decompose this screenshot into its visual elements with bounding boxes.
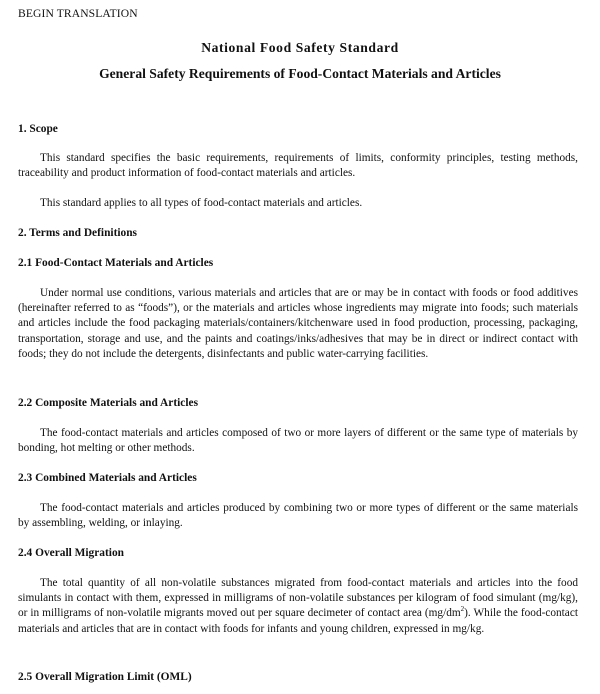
- paragraph-2-4-text-b: ). While the food-contact materials and articles that are in contact with foods for infants and young children, expressed in mg/kg.: [18, 607, 578, 635]
- section-heading-2-1: 2.1 Food-Contact Materials and Articles: [18, 257, 214, 269]
- paragraph-2-4-text-a: The total quantity of all non-volatile substances migrated from food-contact materials and articles into the food simulants in contact with them, expressed in milligrams of non-volatile substances per kilogram of food simulant (mg/kg), or in milligrams of non-volatile migrants moved out per square decimeter of contact area (mg/dm: [18, 577, 578, 620]
- section-heading-scope: 1. Scope: [18, 123, 58, 135]
- squared-superscript: 2: [460, 605, 465, 614]
- section-heading-2-3: 2.3 Combined Materials and Articles: [18, 472, 197, 484]
- paragraph-2-2: The food-contact materials and articles composed of two or more layers of different or the same type of materials by bonding, hot melting or other methods.: [18, 427, 578, 455]
- section-heading-2-5: 2.5 Overall Migration Limit (OML): [18, 671, 192, 683]
- document-title: General Safety Requirements of Food-Contact Materials and Articles: [99, 66, 501, 81]
- section-heading-2-4: 2.4 Overall Migration: [18, 547, 124, 559]
- standard-title: National Food Safety Standard: [201, 40, 399, 55]
- paragraph-2-4: [18, 576, 578, 637]
- scope-paragraph-1: This standard specifies the basic requirements, requirements of limits, conformity principles, testing methods, traceability and product information of food-contact materials and articles.: [18, 152, 578, 180]
- section-heading-2-2: 2.2 Composite Materials and Articles: [18, 397, 199, 409]
- scope-paragraph-2: This standard applies to all types of food-contact materials and articles.: [40, 197, 363, 209]
- section-heading-terms: 2. Terms and Definitions: [18, 227, 137, 239]
- paragraph-2-3: The food-contact materials and articles produced by combining two or more types of different or the same materials by assembling, welding, or inlaying.: [18, 502, 578, 530]
- translation-header: BEGIN TRANSLATION: [18, 7, 138, 20]
- paragraph-2-1: Under normal use conditions, various materials and articles that are or may be in contact with foods or food additives (hereinafter referred to as “foods”), or the materials and articles whose ingredients may migrate into foods; such materials and articles include the food packaging materials/containers/kitchenware used in food production, processing, packaging, transportation, storage and use, and the paints and coatings/inks/adhesives that may be in direct or indirect contact with foods; they do not include the detergents, disinfectants and public water-carrying facilities.: [18, 287, 578, 360]
